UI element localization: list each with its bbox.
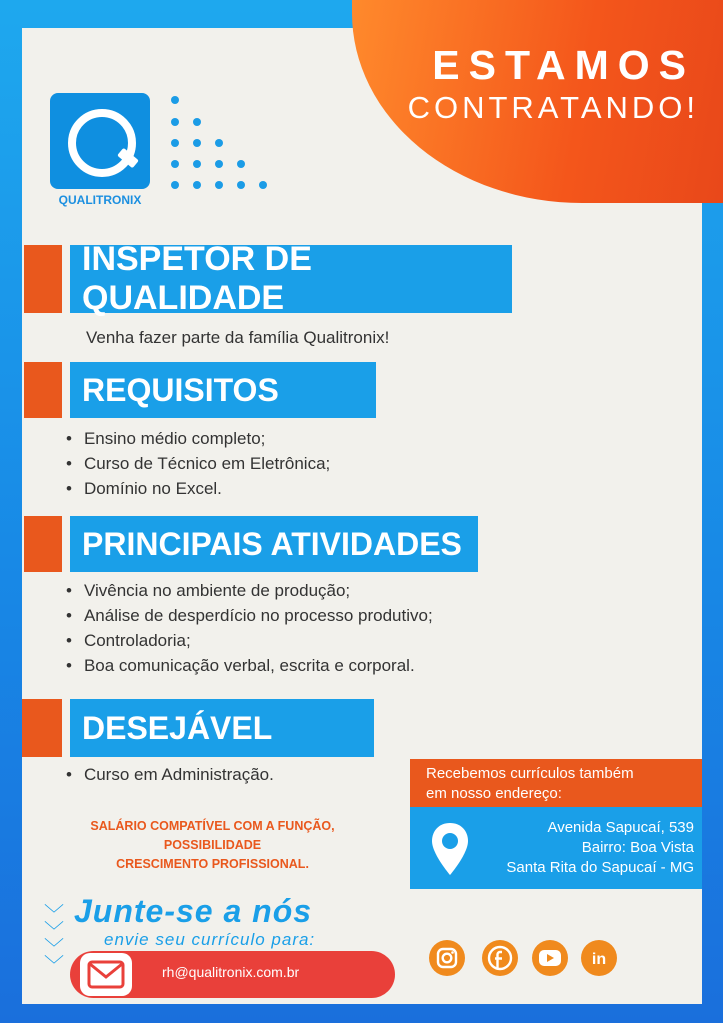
- requirements-list: [66, 426, 330, 501]
- address-street: Avenida Sapucaí, 539: [547, 819, 694, 836]
- list-item: • Curso de Técnico em Eletrônica;: [66, 451, 330, 476]
- list-item: • Análise de desperdício no processo produtivo;: [66, 603, 433, 628]
- list-item: • Curso em Administração.: [66, 762, 274, 787]
- salary-line: SALÁRIO COMPATÍVEL COM A FUNÇÃO,: [90, 819, 335, 833]
- chevron-down-icon: ﹀: [44, 921, 64, 943]
- list-item: • Vivência no ambiente de produção;: [66, 578, 433, 603]
- address-city: Santa Rita do Sapucaí - MG: [506, 859, 694, 876]
- activities-header: [24, 516, 478, 572]
- svg-text:in: in: [591, 951, 607, 968]
- instagram-icon[interactable]: [428, 939, 466, 977]
- address-intro-line: Recebemos currículos também: [426, 765, 634, 782]
- desirable-header: [22, 699, 374, 757]
- send-resume-subtitle: envie seu currículo para:: [104, 930, 316, 949]
- chevron-down-icon: ﹀: [44, 938, 64, 960]
- q-logo-icon: [50, 93, 150, 189]
- list-item: • Domínio no Excel.: [66, 476, 330, 501]
- desirable-list: [66, 762, 274, 787]
- mail-icon: [80, 953, 132, 996]
- address-district: Bairro: Boa Vista: [581, 839, 694, 856]
- activities-list: [66, 578, 433, 678]
- address-intro: [410, 759, 702, 807]
- salary-line: POSSIBILIDADE: [163, 838, 262, 852]
- list-item: • Controladoria;: [66, 628, 433, 653]
- linkedin-icon[interactable]: [580, 939, 618, 977]
- list-item: • Ensino médio completo;: [66, 426, 330, 451]
- email-address[interactable]: rh@qualitronix.com.br: [162, 964, 300, 980]
- requirements-heading: REQUISITOS: [70, 362, 376, 418]
- youtube-icon[interactable]: [531, 939, 569, 977]
- salary-note: [60, 817, 365, 874]
- chevron-down-icon: ﹀: [44, 904, 64, 926]
- facebook-icon[interactable]: [481, 939, 519, 977]
- address-intro-line: em nosso endereço:: [426, 785, 562, 802]
- job-title: INSPETOR DE QUALIDADE: [70, 245, 512, 313]
- join-us-title: Junte-se a nós: [74, 893, 313, 929]
- job-title-header: [24, 240, 512, 317]
- requirements-header: [24, 362, 376, 418]
- desirable-heading: DESEJÁVEL: [70, 699, 374, 757]
- hiring-title: ESTAMOS: [432, 42, 695, 88]
- company-logo: [50, 93, 150, 211]
- location-pin-icon: [430, 821, 470, 877]
- hiring-subtitle: CONTRATANDO!: [407, 90, 699, 125]
- intro-text: Venha fazer parte da família Qualitronix!: [86, 328, 390, 347]
- salary-line: CRESCIMENTO PROFISSIONAL.: [116, 857, 309, 871]
- activities-heading: PRINCIPAIS ATIVIDADES: [70, 516, 478, 572]
- chevron-down-icon: ﹀: [44, 955, 64, 977]
- list-item: • Boa comunicação verbal, escrita e corporal.: [66, 653, 433, 678]
- company-name: QUALITRONIX: [58, 193, 142, 207]
- address-box: [410, 807, 702, 889]
